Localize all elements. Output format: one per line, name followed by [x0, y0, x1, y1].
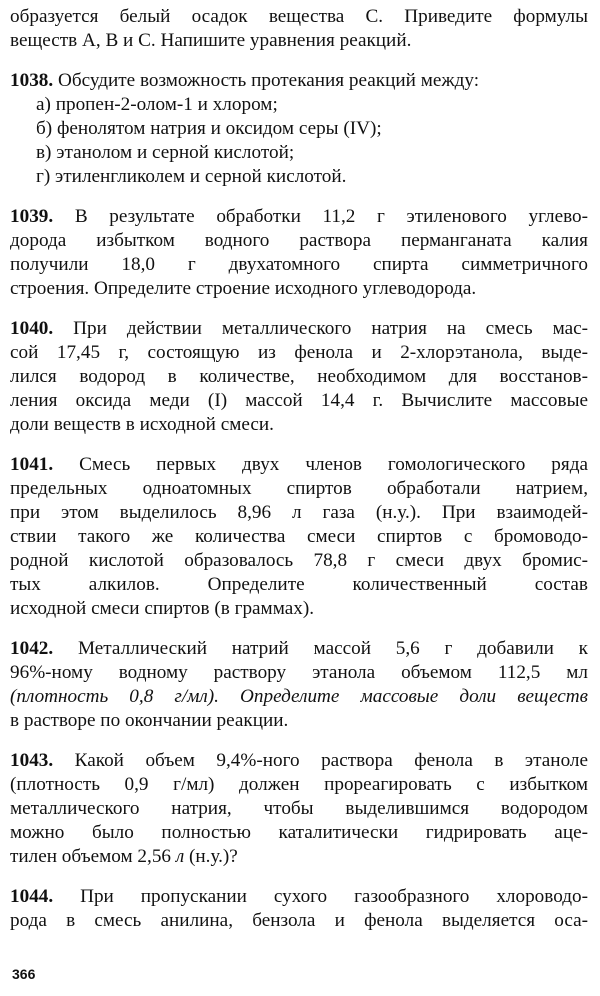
problem-number: 1043. [10, 750, 54, 771]
problem-number: 1044. [10, 886, 54, 907]
text-line: строения. Определите строение исходного углеводорода. [10, 278, 477, 299]
unit-italic: л [175, 846, 185, 867]
text-line: ления оксида меди (I) массой 14,4 г. Вычислите массовые [10, 390, 588, 411]
text-line: предельных одноатомных спиртов обработали натрием, [10, 478, 588, 499]
text-line: исходной смеси спиртов (в граммах). [10, 598, 315, 619]
text-line: ствии такого же количества смеси спиртов с бромоводо- [10, 526, 588, 547]
problem-text: Обсудите возможность протекания реакций между: [57, 70, 480, 91]
problem-first-line [10, 69, 588, 93]
problem-first-line [10, 205, 588, 229]
continued-problem-text [10, 5, 588, 53]
problem-first-line [10, 749, 588, 773]
problem-text: В результате обработки 11,2 г этиленового углево- [74, 206, 589, 227]
problem-number: 1041. [10, 454, 54, 475]
problem-text: Какой объем 9,4%-ного раствора фенола в этаноле [74, 750, 589, 771]
problem-1043 [10, 749, 588, 869]
text-line: родной кислотой образовалось 78,8 г смеси двух бромис- [10, 550, 588, 571]
problem-first-line [10, 317, 588, 341]
list-item: в) этанолом и серной кислотой; [36, 142, 295, 163]
problem-1042 [10, 637, 588, 733]
italic-text-line: (плотность 0,8 г/мл). Определите массовые доли веществ [10, 686, 588, 707]
text-line: лился водород в количестве, необходимом для восстанов- [10, 366, 588, 387]
text-fragment: (н.у.)? [184, 846, 238, 867]
text-fragment: тилен объемом 2,56 [10, 846, 176, 867]
text-line: образуется белый осадок вещества С. Приведите формулы [10, 6, 588, 27]
problem-1039 [10, 205, 588, 301]
problem-number: 1040. [10, 318, 54, 339]
text-line: получили 18,0 г двухатомного спирта симметричного [10, 254, 588, 275]
problem-1040 [10, 317, 588, 437]
problem-number: 1042. [10, 638, 54, 659]
list-item: а) пропен-2-олом-1 и хлором; [36, 94, 278, 115]
text-line: рода в смесь анилина, бензола и фенола выделяется оса- [10, 910, 588, 931]
list-item: г) этиленгликолем и серной кислотой. [36, 166, 347, 187]
textbook-page [10, 5, 588, 933]
text-line: тых алкилов. Определите количественный состав [10, 574, 588, 595]
page-number: 366 [12, 966, 36, 982]
problem-first-line [10, 885, 588, 909]
text-line: сой 17,45 г, состоящую из фенола и 2-хлорэтанола, выде- [10, 342, 588, 363]
text-line: в растворе по окончании реакции. [10, 710, 289, 731]
text-line: (плотность 0,9 г/мл) должен прореагировать с избытком [10, 774, 588, 795]
list-item: б) фенолятом натрия и оксидом серы (IV); [36, 118, 382, 139]
problem-text: При действии металлического натрия на смесь мас- [73, 318, 588, 339]
problem-first-line [10, 637, 588, 661]
problem-text: При пропускании сухого газообразного хлороводо- [80, 886, 588, 907]
problem-first-line [10, 453, 588, 477]
problem-number: 1038. [10, 70, 54, 91]
problem-text: Металлический натрий массой 5,6 г добавили к [77, 638, 588, 659]
text-line: доли веществ в исходной смеси. [10, 414, 274, 435]
problem-1044 [10, 885, 588, 933]
text-line: 96%-ному водному раствору этанола объемом 112,5 мл [10, 662, 588, 683]
text-line: металлического натрия, чтобы выделившимся водородом [10, 798, 588, 819]
problem-text: Смесь первых двух членов гомологического ряда [79, 454, 588, 475]
text-line: дорода избытком водного раствора перманганата калия [10, 230, 588, 251]
text-line: при этом выделилось 8,96 л газа (н.у.). При взаимодей- [10, 502, 588, 523]
problem-1041 [10, 453, 588, 621]
problem-1038 [10, 69, 588, 189]
problem-number: 1039. [10, 206, 54, 227]
text-line: можно было полностью каталитически гидрировать аце- [10, 822, 588, 843]
text-line [10, 845, 588, 869]
text-line: веществ А, В и С. Напишите уравнения реакций. [10, 30, 412, 51]
